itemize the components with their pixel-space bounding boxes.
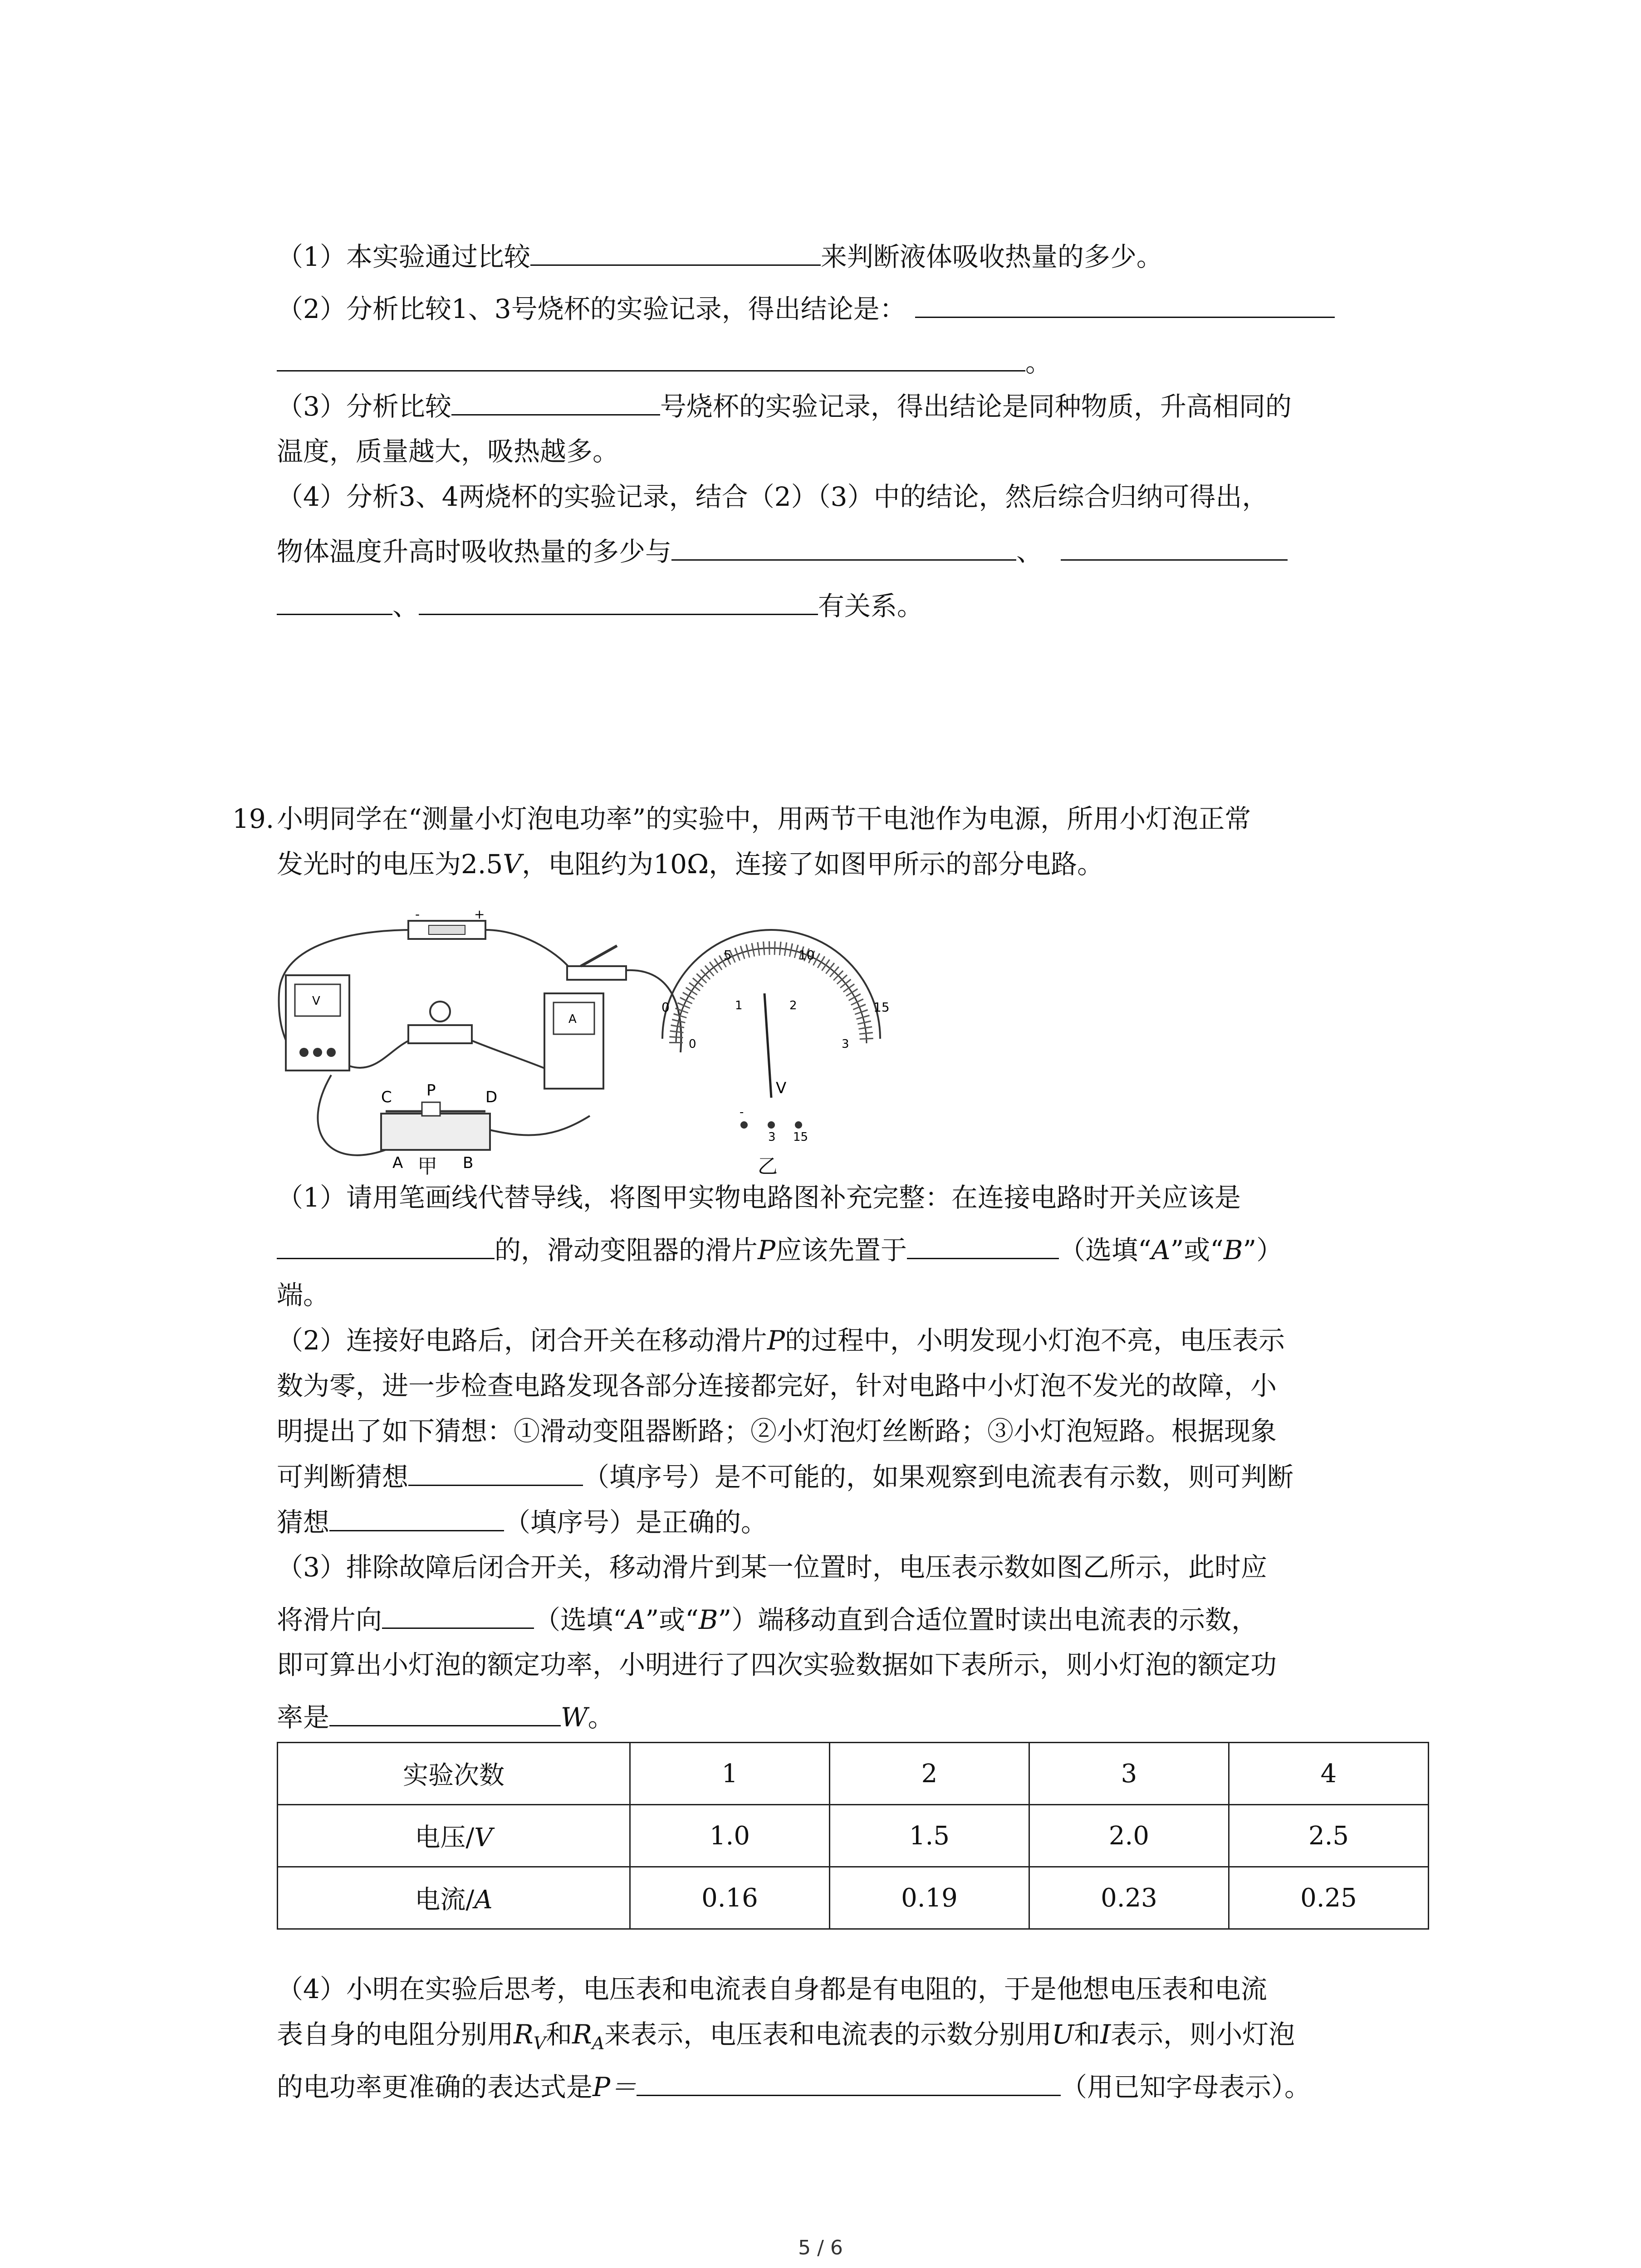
svg-text:15: 15 — [793, 1130, 808, 1144]
q18-part3: （3）分析比较 号烧杯的实验记录，得出结论是同种物质，升高相同的 — [277, 388, 1292, 424]
answer-blank[interactable] — [451, 388, 660, 415]
caption-yi: 乙 — [758, 1155, 778, 1178]
svg-text:15: 15 — [873, 1000, 890, 1015]
q19-part2-cont3: 可判断猜想 （填序号）是不可能的，如果观察到电流表有示数，则可判断 — [277, 1458, 1293, 1495]
q19-part1-cont: 的，滑动变阻器的滑片P应该先置于 （选填“A”或“B”） — [277, 1232, 1283, 1268]
svg-text:3: 3 — [768, 1130, 776, 1144]
rheostat — [381, 1102, 490, 1150]
circuit-diagram — [272, 903, 907, 1193]
voltmeter-dial — [662, 930, 880, 1129]
svg-text:V: V — [312, 994, 320, 1008]
table-header-row: 实验次数 1 2 3 4 — [278, 1743, 1429, 1805]
q19-part3-cont: 将滑片向 （选填“A”或“B”）端移动直到合适位置时读出电流表的示数， — [277, 1601, 1258, 1637]
answer-blank[interactable] — [1061, 533, 1288, 561]
table-row-current: 电流/A 0.16 0.19 0.23 0.25 — [278, 1867, 1429, 1929]
svg-text:5: 5 — [724, 948, 732, 963]
wire — [485, 930, 572, 971]
q19-part2-cont: 数为零，进一步检查电路发现各部分连接都完好，针对电路中小灯泡不发光的故障，小 — [277, 1370, 1277, 1401]
q19-part3: （3）排除故障后闭合开关，移动滑片到某一位置时，电压表示数如图乙所示，此时应 — [277, 1552, 1267, 1583]
q18-part1: （1）本实验通过比较 来判断液体吸收热量的多少。 — [277, 238, 1163, 274]
q18-part3-cont: 温度，质量越大，吸热越多。 — [277, 436, 619, 467]
answer-blank[interactable] — [277, 344, 1025, 371]
ammeter — [544, 993, 603, 1089]
q18-part4-cont: 物体温度升高时吸收热量的多少与 、 — [277, 533, 1288, 569]
bulb — [408, 1002, 472, 1043]
answer-blank[interactable] — [637, 2068, 1061, 2096]
svg-text:D: D — [485, 1088, 498, 1106]
q19-intro: 小明同学在“测量小灯泡电功率”的实验中，用两节干电池作为电源，所用小灯泡正常 — [277, 803, 1251, 834]
q19-part4-cont: 表自身的电阻分别用$R_V$和$R_A$来表示，电压表和电流表的示数分别用U和I表示，则小灯泡 — [277, 2019, 1295, 2053]
answer-blank[interactable] — [277, 1232, 495, 1259]
q18-part2: （2）分析比较1、3号烧杯的实验记录，得出结论是： — [277, 290, 1335, 327]
q19-part3-cont3: 率是 W。 — [277, 1699, 614, 1735]
answer-blank[interactable] — [671, 533, 1016, 561]
q19-part2-cont4: 猜想 （填序号）是正确的。 — [277, 1504, 767, 1540]
svg-text:-: - — [415, 907, 420, 922]
answer-blank[interactable] — [907, 1232, 1059, 1259]
svg-text:+: + — [474, 907, 485, 922]
q19-part2-cont2: 明提出了如下猜想：①滑动变阻器断路；②小灯泡灯丝断路；③小灯泡短路。根据现象 — [277, 1416, 1277, 1447]
q18-part4-cont2: 、 有关系。 — [277, 587, 923, 624]
svg-text:0: 0 — [689, 1037, 696, 1051]
answer-blank[interactable] — [408, 1458, 583, 1486]
svg-text:2: 2 — [789, 999, 797, 1012]
answer-blank[interactable] — [419, 587, 818, 615]
dial-needle — [764, 993, 771, 1098]
svg-text:1: 1 — [735, 999, 743, 1012]
svg-text:V: V — [776, 1079, 787, 1097]
q19-part1-end: 端。 — [277, 1280, 330, 1310]
q19-intro-cont: 发光时的电压为2.5V，电阻约为10Ω，连接了如图甲所示的部分电路。 — [277, 849, 1104, 880]
question-number: 19. — [232, 803, 274, 834]
svg-text:0: 0 — [661, 1000, 670, 1015]
wire — [622, 970, 681, 1052]
wire — [318, 1075, 386, 1155]
q19-part4: （4）小明在实验后思考，电压表和电流表自身都是有电阻的，于是他想电压表和电流 — [277, 1974, 1267, 2004]
answer-blank[interactable] — [329, 1699, 561, 1726]
svg-text:C: C — [381, 1088, 392, 1106]
battery — [408, 921, 485, 939]
page-number: 5 / 6 — [798, 2236, 843, 2259]
voltmeter — [286, 975, 349, 1070]
circuit-figure — [272, 903, 907, 1193]
svg-text:-: - — [740, 1105, 744, 1119]
answer-blank[interactable] — [277, 587, 392, 615]
answer-blank[interactable] — [329, 1504, 504, 1531]
q18-part2-cont: 。 — [277, 344, 1052, 380]
q19-part2: （2）连接好电路后，闭合开关在移动滑片P的过程中，小明发现小灯泡不亮，电压表示 — [277, 1325, 1285, 1356]
answer-blank[interactable] — [915, 290, 1335, 318]
svg-text:P: P — [426, 1081, 436, 1100]
svg-text:3: 3 — [842, 1037, 849, 1051]
table-row-voltage: 电压/V 1.0 1.5 2.0 2.5 — [278, 1805, 1429, 1867]
data-table — [277, 1742, 1429, 1930]
q19-part4-cont2: 的电功率更准确的表达式是P＝ （用已知字母表示）。 — [277, 2068, 1311, 2105]
svg-text:A: A — [568, 1012, 577, 1026]
q19-part1: （1）请用笔画线代替导线，将图甲实物电路图补充完整：在连接电路时开关应该是 — [277, 1182, 1241, 1213]
caption-jia: 甲 — [417, 1155, 437, 1178]
q19-part3-cont2: 即可算出小灯泡的额定功率，小明进行了四次实验数据如下表所示，则小灯泡的额定功 — [277, 1649, 1277, 1680]
svg-text:10: 10 — [798, 948, 815, 963]
switch — [567, 946, 626, 980]
wire — [488, 1116, 590, 1135]
q18-part4: （4）分析3、4两烧杯的实验记录，结合（2）（3）中的结论，然后综合归纳可得出， — [277, 481, 1269, 512]
answer-blank[interactable] — [382, 1601, 534, 1629]
svg-text:A: A — [392, 1154, 403, 1172]
svg-text:B: B — [463, 1154, 474, 1172]
wire — [349, 1039, 413, 1068]
answer-blank[interactable] — [530, 238, 821, 266]
